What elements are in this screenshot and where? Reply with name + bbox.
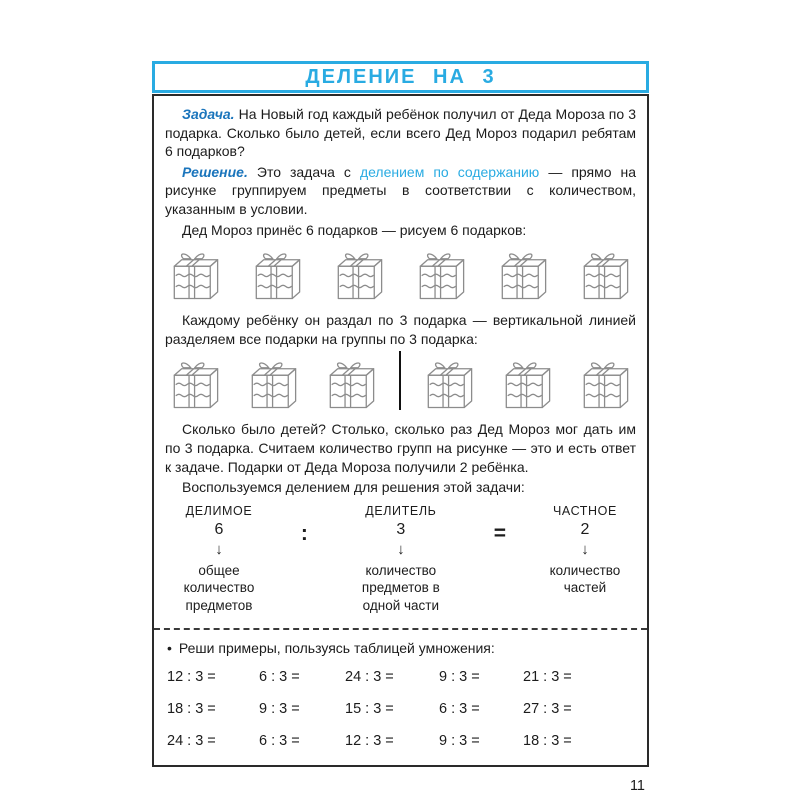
- dividend-label: ДЕЛИМОЕ: [185, 503, 253, 518]
- gift-icon: [576, 357, 635, 410]
- exercise-cell: 27 : 3 =: [523, 700, 572, 717]
- gift-icon: [166, 357, 225, 410]
- book-page: [152, 61, 649, 794]
- solution-highlight: делением по содержанию: [359, 163, 540, 180]
- draw-gifts-paragraph: Дед Мороз принёс 6 подарков — рисуем 6 подарков:: [182, 221, 527, 238]
- problem-label: Задача.: [182, 106, 235, 122]
- exercise-cell: 9 : 3 =: [259, 700, 300, 717]
- gift-icon: [494, 248, 553, 301]
- dividend-value: 6: [214, 520, 224, 538]
- content-box: [152, 94, 649, 767]
- exercise-cell: 12 : 3 =: [345, 732, 394, 749]
- exercise-instruction-text: Реши примеры, пользуясь таблицей умножения:: [178, 639, 495, 656]
- gift-row-all: [166, 248, 635, 301]
- problem-paragraph: [165, 105, 636, 161]
- divisor-value: 3: [396, 520, 406, 538]
- divisor-label: ДЕЛИТЕЛЬ: [365, 503, 437, 518]
- bullet-icon: •: [167, 639, 172, 656]
- gift-icon: [498, 357, 557, 410]
- exercise-cell: 24 : 3 =: [345, 668, 394, 685]
- use-division-paragraph: Воспользуемся делением для решения этой задачи:: [182, 479, 525, 496]
- group-gifts-paragraph: Каждому ребёнку он раздал по 3 подарка — вертикальной линией разделяем все подарки на группы по 3 подарка:: [165, 312, 636, 347]
- gift-icon: [330, 248, 389, 301]
- title-box: [152, 61, 649, 93]
- down-arrow-icon: ↓: [397, 540, 405, 558]
- group-divider-line: [399, 351, 401, 410]
- quotient-description: количество частей: [549, 562, 621, 596]
- exercise-cell: 21 : 3 =: [523, 668, 572, 685]
- gift-icon: [166, 248, 225, 301]
- solution-text-after: — прямо на рисунке группируем предметы в соответствии с количеством, указанным в условии.: [165, 163, 637, 218]
- quotient-column: [540, 504, 630, 615]
- gift-icon: [420, 357, 479, 410]
- colon-operator: :: [300, 521, 308, 545]
- dividend-description: общее количество предметов: [183, 562, 255, 614]
- exercise-cell: 12 : 3 =: [167, 668, 216, 685]
- divisor-description: количество предметов в одной части: [361, 562, 440, 614]
- exercise-cell: 18 : 3 =: [167, 700, 216, 717]
- gift-icon: [576, 248, 635, 301]
- gift-row-grouped: [166, 357, 635, 410]
- page-title: ДЕЛЕНИЕ НА 3: [305, 65, 496, 88]
- page-number: 11: [629, 777, 645, 794]
- exercise-cell: 9 : 3 =: [439, 732, 480, 749]
- quotient-label: ЧАСТНОЕ: [552, 503, 617, 518]
- divisor-column: [342, 504, 460, 615]
- solution-paragraph: [165, 163, 636, 219]
- exercise-cell: 18 : 3 =: [523, 732, 572, 749]
- dividend-column: [171, 504, 267, 615]
- exercise-cell: 15 : 3 =: [345, 700, 394, 717]
- gift-icon: [412, 248, 471, 301]
- exercise-cell: 6 : 3 =: [439, 700, 480, 717]
- exercise-instruction: [167, 640, 634, 656]
- quotient-value: 2: [580, 520, 590, 538]
- exercise-grid: [167, 669, 634, 749]
- exercise-cell: 6 : 3 =: [259, 732, 300, 749]
- answer-paragraph: Сколько было детей? Столько, сколько раз Дед Мороз мог дать им по 3 подарка. Считаем количество групп на рисунке — это и есть ответ к задаче. Подарки от Деда Мороза получили 2 ребёнка.: [165, 421, 636, 475]
- gift-icon: [322, 357, 381, 410]
- solution-text-before: Это задача с: [256, 163, 351, 180]
- exercise-cell: 9 : 3 =: [439, 668, 480, 685]
- exercise-cell: 6 : 3 =: [259, 668, 300, 685]
- division-diagram: [171, 504, 630, 615]
- gift-icon: [244, 357, 303, 410]
- down-arrow-icon: ↓: [215, 540, 223, 558]
- equals-operator: =: [493, 521, 507, 545]
- down-arrow-icon: ↓: [581, 540, 589, 558]
- solution-label: Решение.: [182, 163, 248, 180]
- gift-icon: [248, 248, 307, 301]
- dashed-separator: [154, 628, 647, 630]
- exercise-cell: 24 : 3 =: [167, 732, 216, 749]
- problem-text: На Новый год каждый ребёнок получил от Деда Мороза по 3 подарка. Сколько было детей, если всего Дед Мороз подарил ребятам 6 подарков?: [165, 106, 637, 160]
